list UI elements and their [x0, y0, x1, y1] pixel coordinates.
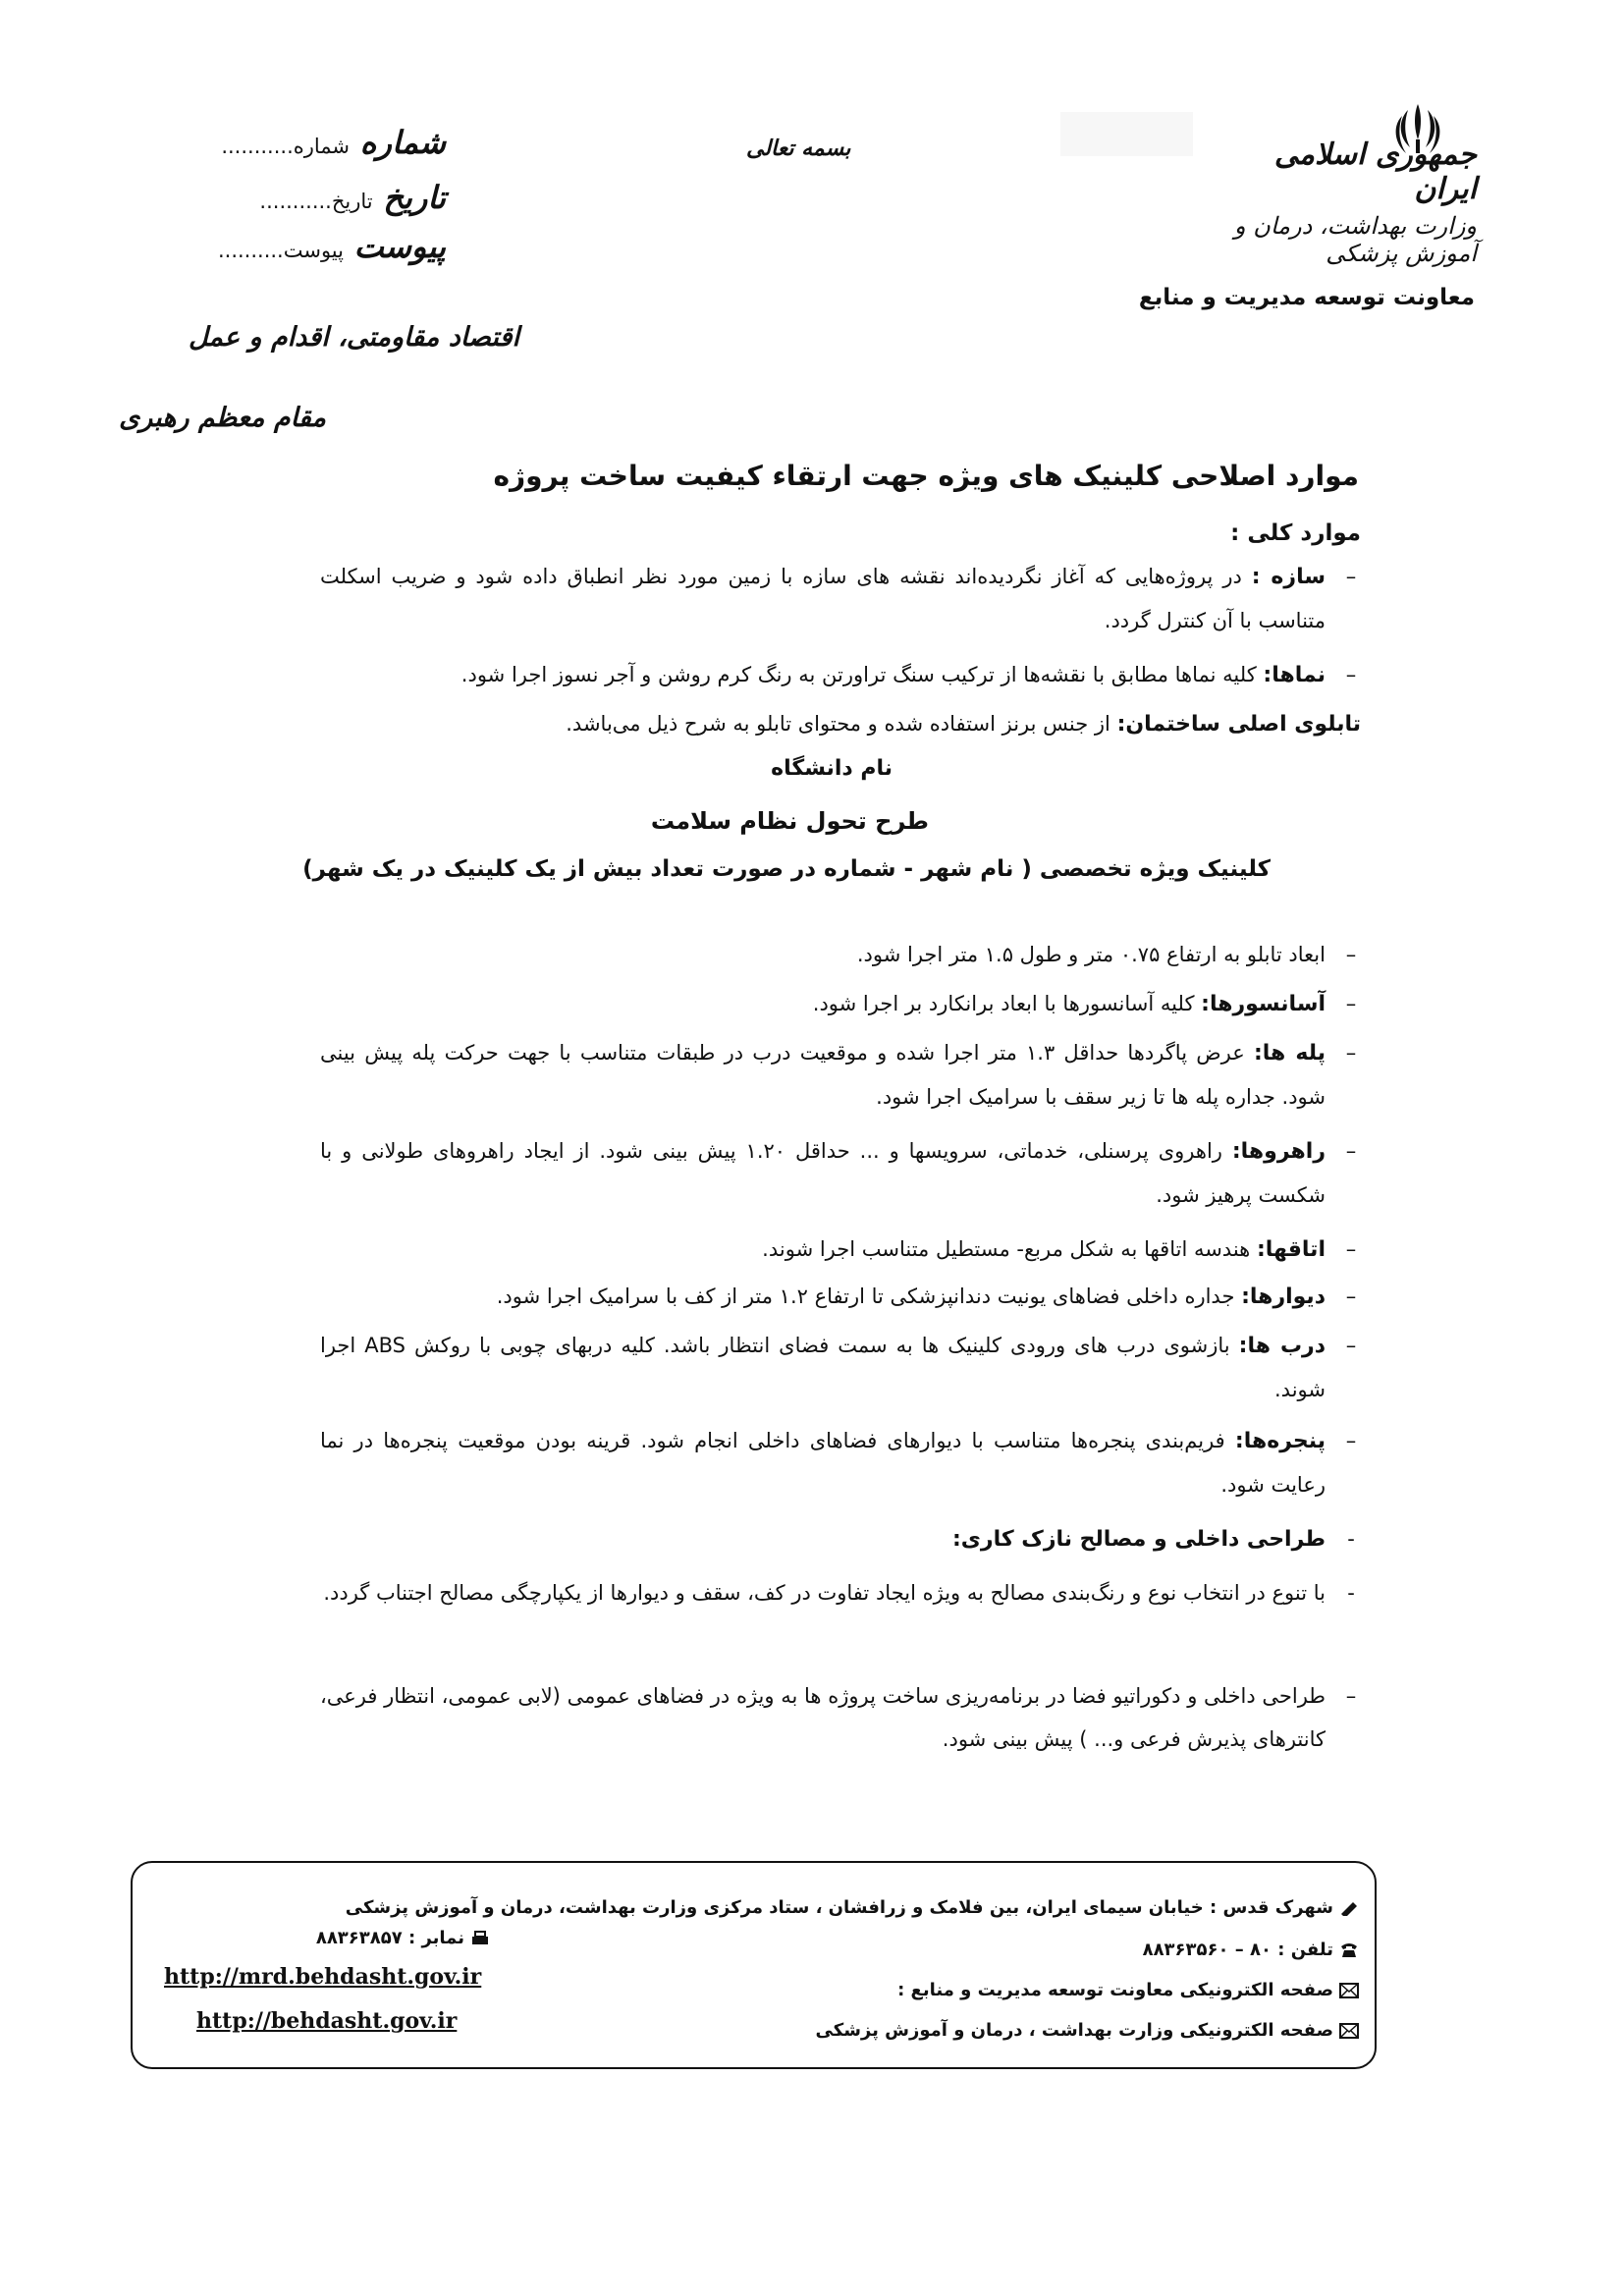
- deputy-website-link[interactable]: http://mrd.behdasht.gov.ir: [164, 1964, 482, 1990]
- letter-date-row: [259, 179, 446, 216]
- footer-ministry-site: [816, 2020, 1359, 2041]
- phone-text: تلفن : ۸۰ – ۸۸۳۶۳۵۶۰: [1142, 1940, 1333, 1960]
- item-text: طراحی داخلی و دکوراتیو فضا در برنامه‌ریزی ساخت پروژه ها به ویژه در فضاهای عمومی (لابی عمومی، انتظار فرعی، کانترهای پذیرش فرعی و... ) پیش بینی شود.: [320, 1684, 1326, 1751]
- bullet-dash: -: [1347, 1527, 1355, 1551]
- item-text: با تنوع در انتخاب نوع و رنگ‌بندی مصالح به ویژه ایجاد تفاوت در کف، سقف و دیوارها از یکپارچگی مصالح اجتناب گردد.: [323, 1581, 1326, 1605]
- letter-number-row: [221, 124, 446, 161]
- item-text: کلیه نماها مطابق با نقشه‌ها از ترکیب سنگ تراورتن به رنگ کرم روشن و آجر نسوز اجرا شود.: [460, 663, 1257, 686]
- item-text: جداره داخلی فضاهای یونیت دندانپزشکی تا ارتفاع ۱.۲ متر از کف با سرامیک اجرا شود.: [496, 1285, 1235, 1308]
- letter-attachment-row: [218, 228, 446, 265]
- item-label: نماها:: [1263, 663, 1326, 687]
- requirement-item: [320, 982, 1361, 1026]
- bullet-dash: –: [1345, 943, 1357, 966]
- signboard-text: از جنس برنز استفاده شده و محتوای تابلو به شرح ذیل می‌باشد.: [566, 712, 1110, 736]
- bullet-dash: –: [1345, 1429, 1357, 1452]
- bullet-dash: –: [1345, 1139, 1357, 1163]
- redacted-area: [1060, 112, 1193, 156]
- bullet-dash: -: [1347, 1581, 1355, 1605]
- bullet-dash: –: [1345, 1334, 1357, 1357]
- bullet-dash: –: [1345, 1237, 1357, 1261]
- fax-text: نمابر : ۸۸۳۶۳۸۵۷: [315, 1928, 464, 1948]
- attachment-value: پیوست..........: [217, 239, 344, 262]
- bismillah-heading: بسمه تعالی: [746, 136, 851, 161]
- general-item: [320, 555, 1361, 642]
- interior-heading-row: [320, 1517, 1361, 1561]
- requirement-item: [320, 1275, 1361, 1319]
- fax-icon: [470, 1931, 490, 1946]
- requirement-item: [320, 1129, 1361, 1217]
- bullet-dash: –: [1345, 565, 1357, 588]
- bullet-dash: –: [1345, 1041, 1357, 1065]
- general-item: [320, 653, 1361, 697]
- requirement-item: [320, 1228, 1361, 1272]
- deputy-name: معاونت توسعه مدیریت و منابع: [1138, 285, 1475, 310]
- item-label: پنجره‌ها:: [1234, 1429, 1326, 1453]
- sign-program: طرح تحول نظام سلامت: [650, 807, 929, 835]
- general-heading: موارد کلی :: [1230, 520, 1361, 546]
- footer-deputy-site: [897, 1980, 1359, 2000]
- item-text: بازشوی درب های ورودی کلینیک ها به سمت فضای انتظار باشد. کلیه دربهای چوبی با روکش ABS اجرا شوند.: [320, 1334, 1326, 1401]
- phone-icon: [1339, 1942, 1359, 1958]
- requirement-item: [320, 1324, 1361, 1411]
- date-label: تاریخ: [383, 179, 446, 216]
- item-label: پله ها:: [1253, 1041, 1326, 1066]
- ministry-site-label: صفحه الکترونیکی وزارت بهداشت ، درمان و آموزش پزشکی: [815, 2020, 1333, 2041]
- number-value: شماره...........: [221, 135, 351, 158]
- bullet-dash: –: [1345, 1285, 1357, 1308]
- requirement-item: [320, 1031, 1361, 1119]
- item-text: کلیه آسانسورها با ابعاد برانکارد بر اجرا شود.: [812, 992, 1195, 1015]
- sign-clinic: کلینیک ویژه تخصصی ( نام شهر - شماره در صورت تعداد بیش از یک کلینیک در یک شهر): [302, 856, 1271, 882]
- item-label: آسانسورها:: [1201, 992, 1326, 1016]
- requirement-item: [320, 1419, 1361, 1506]
- item-label: اتاقها:: [1256, 1237, 1326, 1262]
- slogan-attribution: مقام معظم رهبری: [119, 403, 326, 433]
- deputy-site-label: صفحه الکترونیکی معاونت توسعه مدیریت و منابع :: [897, 1980, 1333, 2000]
- government-name: جمهوری اسلامی ایران: [1273, 137, 1477, 206]
- envelope-icon: [1339, 2023, 1359, 2039]
- item-text: هندسه اتاقها به شکل مربع- مستطیل متناسب اجرا شوند.: [762, 1237, 1251, 1261]
- item-text: راهروی پرسنلی، خدماتی، سرویسها و ... حداقل ۱.۲۰ پیش بینی شود. از ایجاد راهروهای طولانی و با شکست پرهیز شود.: [320, 1139, 1326, 1207]
- footer-address: [346, 1897, 1359, 1918]
- envelope-icon: [1339, 1983, 1359, 1998]
- ministry-name: وزارت بهداشت، درمان و آموزش پزشکی: [1233, 212, 1477, 267]
- item-label: راهروها:: [1231, 1139, 1326, 1164]
- signboard-line: [281, 702, 1361, 746]
- year-slogan: اقتصاد مقاومتی، اقدام و عمل: [188, 322, 519, 353]
- ministry-letterhead: [1221, 137, 1477, 267]
- footer-fax: [316, 1928, 490, 1948]
- item-text: عرض پاگردها حداقل ۱.۳ متر اجرا شده و موقعیت درب در طبقات متناسب با جهت حرکت پله پیش بینی شود. جداره پله ها تا زیر سقف با سرامیک اجرا شود.: [320, 1041, 1326, 1109]
- attachment-label: پیوست: [353, 228, 446, 265]
- document-title: موارد اصلاحی کلینیک های ویژه جهت ارتقاء کیفیت ساخت پروژه: [493, 460, 1359, 492]
- bullet-dash: –: [1345, 992, 1357, 1015]
- bullet-dash: –: [1345, 1684, 1357, 1708]
- ministry-website-link[interactable]: http://behdasht.gov.ir: [196, 2008, 458, 2034]
- pen-icon: [1339, 1900, 1359, 1916]
- item-text: فریم‌بندی پنجره‌ها متناسب با دیوارهای فضاهای داخلی انجام شود. قرینه بودن موقعیت پنجره‌ها در نما رعایت شود.: [320, 1429, 1326, 1497]
- item-label: دیوارها:: [1241, 1285, 1326, 1309]
- address-text: شهرک قدس : خیابان سیمای ایران، بین فلامک و زرافشان ، ستاد مرکزی وزارت بهداشت، درمان و آموزش پزشکی: [345, 1897, 1333, 1918]
- requirement-item: [320, 933, 1361, 976]
- signboard-label: تابلوی اصلی ساختمان:: [1116, 712, 1361, 737]
- item-label: سازه :: [1251, 565, 1326, 589]
- date-value: تاریخ...........: [259, 190, 373, 213]
- item-label: درب ها:: [1238, 1334, 1326, 1358]
- sign-university: نام دانشگاه: [771, 756, 893, 781]
- interior-item: [320, 1571, 1361, 1614]
- number-label: شماره: [359, 124, 446, 161]
- item-text: ابعاد تابلو به ارتفاع ۰.۷۵ متر و طول ۱.۵ متر اجرا شود.: [856, 943, 1326, 966]
- interior-item: [320, 1674, 1361, 1761]
- footer-phone: [1143, 1940, 1359, 1960]
- interior-heading: طراحی داخلی و مصالح نازک کاری:: [951, 1527, 1326, 1552]
- item-text: در پروژه‌هایی که آغاز نگردیده‌اند نقشه های سازه با زمین مورد نظر انطباق داده شود و ضریب اسکلت متناسب با آن کنترل گردد.: [320, 565, 1326, 632]
- bullet-dash: –: [1345, 663, 1357, 686]
